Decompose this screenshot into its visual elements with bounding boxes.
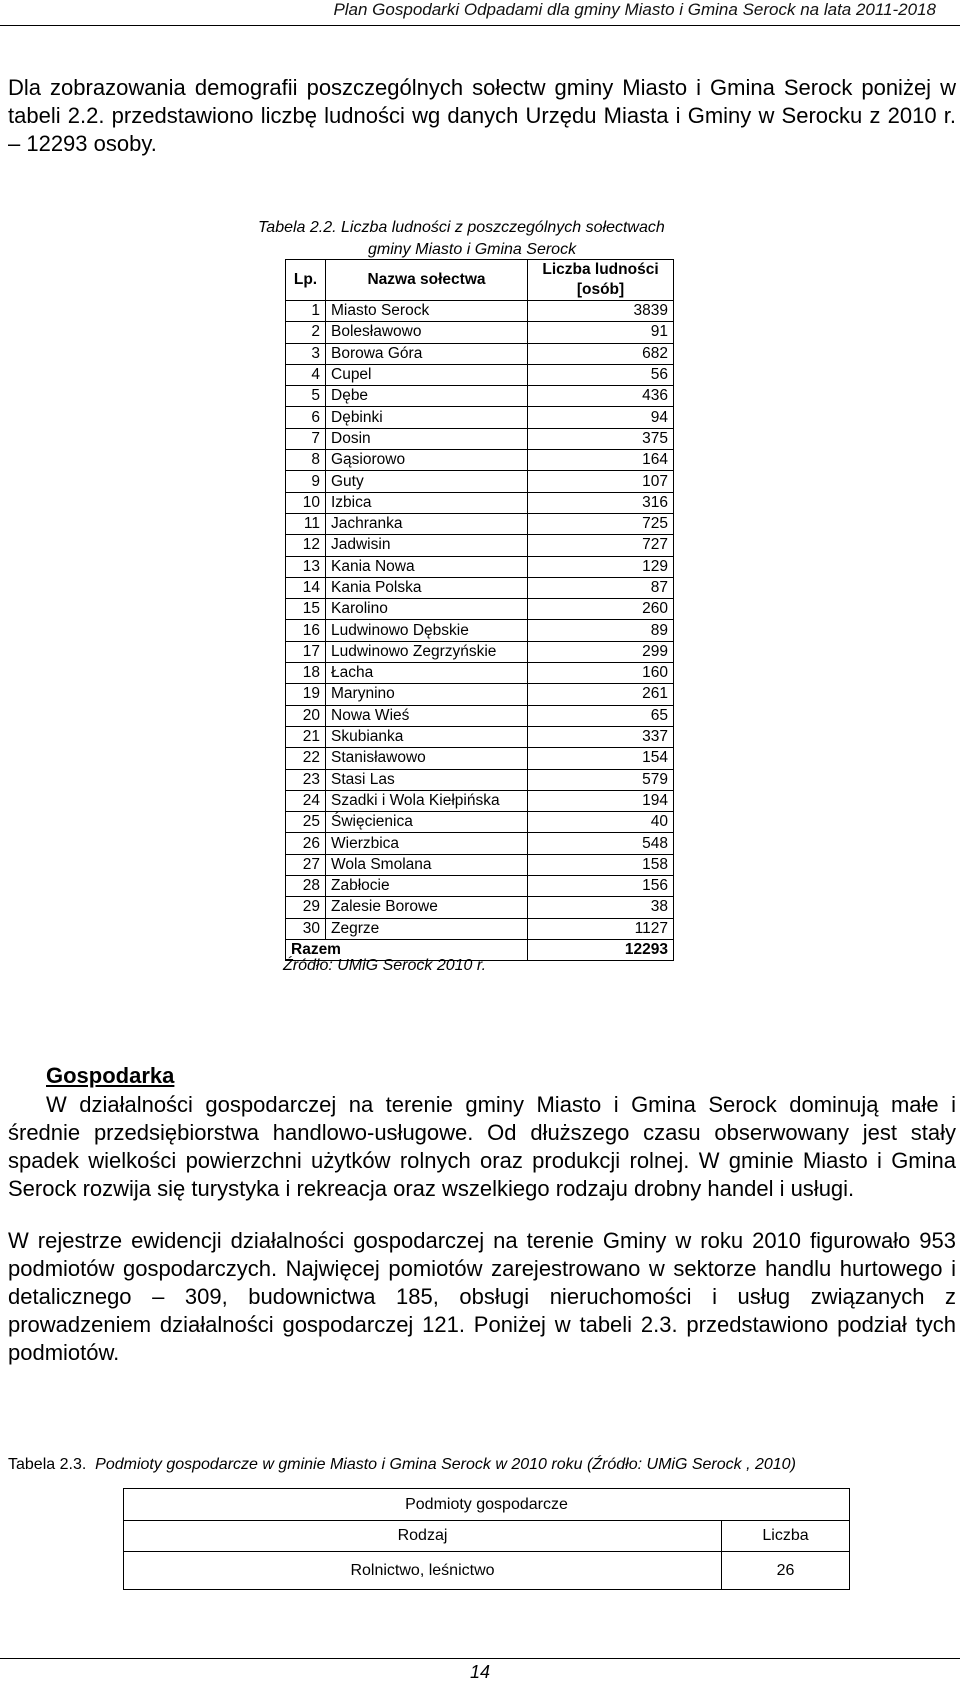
row-population: 1127 xyxy=(528,918,674,939)
businesses-table xyxy=(123,1488,850,1590)
row-village-name: Bolesławowo xyxy=(326,322,528,343)
row-village-name: Borowa Góra xyxy=(326,343,528,364)
population-row xyxy=(286,918,674,939)
population-row xyxy=(286,897,674,918)
row-lp: 10 xyxy=(286,492,326,513)
population-row xyxy=(286,876,674,897)
row-population: 129 xyxy=(528,556,674,577)
row-population: 316 xyxy=(528,492,674,513)
row-lp: 28 xyxy=(286,876,326,897)
row-village-name: Stanisławowo xyxy=(326,748,528,769)
row-village-name: Kania Polska xyxy=(326,577,528,598)
population-row xyxy=(286,322,674,343)
population-row xyxy=(286,812,674,833)
population-row xyxy=(286,492,674,513)
row-lp: 24 xyxy=(286,790,326,811)
row-village-name: Skubianka xyxy=(326,726,528,747)
businesses-title-row xyxy=(124,1489,850,1521)
population-row xyxy=(286,854,674,875)
row-lp: 26 xyxy=(286,833,326,854)
population-table-body xyxy=(286,301,674,940)
row-population: 579 xyxy=(528,769,674,790)
population-row xyxy=(286,599,674,620)
row-village-name: Ludwinowo Dębskie xyxy=(326,620,528,641)
running-header: Plan Gospodarki Odpadami dla gminy Miasto i Gmina Serock na lata 2011-2018 xyxy=(0,0,960,26)
businesses-row xyxy=(124,1552,850,1590)
row-lp: 18 xyxy=(286,663,326,684)
population-row xyxy=(286,641,674,662)
row-village-name: Święcienica xyxy=(326,812,528,833)
row-kind: Rolnictwo, leśnictwo xyxy=(124,1552,722,1590)
row-lp: 4 xyxy=(286,364,326,385)
table-2-3-caption-label: Tabela 2.3. xyxy=(8,1456,87,1473)
population-row xyxy=(286,450,674,471)
row-village-name: Miasto Serock xyxy=(326,301,528,322)
row-population: 261 xyxy=(528,684,674,705)
row-population: 38 xyxy=(528,897,674,918)
row-lp: 16 xyxy=(286,620,326,641)
header-village-name: Nazwa sołectwa xyxy=(326,260,528,301)
row-lp: 6 xyxy=(286,407,326,428)
row-lp: 3 xyxy=(286,343,326,364)
table-2-3-caption xyxy=(8,1456,956,1474)
row-village-name: Nowa Wieś xyxy=(326,705,528,726)
row-population: 299 xyxy=(528,641,674,662)
row-village-name: Stasi Las xyxy=(326,769,528,790)
row-lp: 22 xyxy=(286,748,326,769)
population-row xyxy=(286,748,674,769)
row-population: 164 xyxy=(528,450,674,471)
row-village-name: Jadwisin xyxy=(326,535,528,556)
row-population: 107 xyxy=(528,471,674,492)
population-row xyxy=(286,833,674,854)
row-lp: 5 xyxy=(286,386,326,407)
row-lp: 17 xyxy=(286,641,326,662)
row-village-name: Zegrze xyxy=(326,918,528,939)
page-number: 14 xyxy=(469,1662,491,1682)
header-lp: Lp. xyxy=(286,260,326,301)
row-lp: 27 xyxy=(286,854,326,875)
row-village-name: Wierzbica xyxy=(326,833,528,854)
businesses-table-body xyxy=(124,1552,850,1590)
row-lp: 30 xyxy=(286,918,326,939)
row-population: 548 xyxy=(528,833,674,854)
row-lp: 23 xyxy=(286,769,326,790)
row-lp: 15 xyxy=(286,599,326,620)
row-village-name: Wola Smolana xyxy=(326,854,528,875)
row-village-name: Jachranka xyxy=(326,513,528,534)
population-row xyxy=(286,535,674,556)
row-population: 337 xyxy=(528,726,674,747)
row-village-name: Dosin xyxy=(326,428,528,449)
header-population xyxy=(528,260,674,301)
row-population: 682 xyxy=(528,343,674,364)
population-row xyxy=(286,769,674,790)
table-2-3-caption-text: Podmioty gospodarcze w gminie Miasto i Gmina Serock w 2010 roku (Źródło: UMiG Serock , 2010) xyxy=(95,1456,796,1473)
table-2-2-source: Źródło: UMiG Serock 2010 r. xyxy=(283,957,487,974)
row-village-name: Cupel xyxy=(326,364,528,385)
row-population: 158 xyxy=(528,854,674,875)
header-population-line1: Liczba ludności xyxy=(542,261,659,278)
population-row xyxy=(286,556,674,577)
intro-paragraph: Dla zobrazowania demografii poszczególnych sołectw gminy Miasto i Gmina Serock poniżej w tabeli 2.2. przedstawiono liczbę ludności wg danych Urzędu Miasta i Gminy w Serocku z 2010 r. – 12293 osoby. xyxy=(8,75,956,156)
row-population: 260 xyxy=(528,599,674,620)
population-row xyxy=(286,790,674,811)
row-village-name: Łacha xyxy=(326,663,528,684)
row-village-name: Guty xyxy=(326,471,528,492)
section-heading: Gospodarka xyxy=(46,1063,175,1088)
row-population: 436 xyxy=(528,386,674,407)
footer-rule xyxy=(0,1658,960,1659)
row-village-name: Kania Nowa xyxy=(326,556,528,577)
row-lp: 13 xyxy=(286,556,326,577)
row-village-name: Zabłocie xyxy=(326,876,528,897)
row-population: 194 xyxy=(528,790,674,811)
row-population: 91 xyxy=(528,322,674,343)
population-row xyxy=(286,428,674,449)
row-village-name: Karolino xyxy=(326,599,528,620)
row-count: 26 xyxy=(722,1552,850,1590)
population-row xyxy=(286,343,674,364)
population-row xyxy=(286,684,674,705)
row-lp: 12 xyxy=(286,535,326,556)
table-2-2-caption-line1: Tabela 2.2. Liczba ludności z poszczególnych sołectwach xyxy=(258,219,665,236)
row-village-name: Szadki i Wola Kiełpińska xyxy=(326,790,528,811)
row-lp: 11 xyxy=(286,513,326,534)
row-lp: 9 xyxy=(286,471,326,492)
population-row xyxy=(286,471,674,492)
total-value: 12293 xyxy=(528,939,674,960)
row-lp: 25 xyxy=(286,812,326,833)
population-row xyxy=(286,386,674,407)
header-kind: Rodzaj xyxy=(124,1521,722,1552)
row-lp: 8 xyxy=(286,450,326,471)
header-population-line2: [osób] xyxy=(576,281,625,298)
row-lp: 21 xyxy=(286,726,326,747)
row-village-name: Dębe xyxy=(326,386,528,407)
row-lp: 14 xyxy=(286,577,326,598)
row-population: 156 xyxy=(528,876,674,897)
row-village-name: Izbica xyxy=(326,492,528,513)
population-row xyxy=(286,513,674,534)
population-row xyxy=(286,577,674,598)
row-village-name: Zalesie Borowe xyxy=(326,897,528,918)
row-population: 727 xyxy=(528,535,674,556)
population-row xyxy=(286,705,674,726)
row-lp: 19 xyxy=(286,684,326,705)
businesses-header-row xyxy=(124,1521,850,1552)
population-table-header-row xyxy=(286,260,674,301)
row-population: 154 xyxy=(528,748,674,769)
row-lp: 2 xyxy=(286,322,326,343)
row-population: 89 xyxy=(528,620,674,641)
row-lp: 1 xyxy=(286,301,326,322)
row-population: 160 xyxy=(528,663,674,684)
row-population: 3839 xyxy=(528,301,674,322)
population-row xyxy=(286,663,674,684)
row-population: 725 xyxy=(528,513,674,534)
row-village-name: Dębinki xyxy=(326,407,528,428)
header-count: Liczba xyxy=(722,1521,850,1552)
population-row xyxy=(286,726,674,747)
row-population: 375 xyxy=(528,428,674,449)
row-lp: 7 xyxy=(286,428,326,449)
table-2-2-caption xyxy=(258,217,708,261)
businesses-title: Podmioty gospodarcze xyxy=(124,1489,850,1521)
row-population: 87 xyxy=(528,577,674,598)
row-village-name: Ludwinowo Zegrzyńskie xyxy=(326,641,528,662)
population-row xyxy=(286,364,674,385)
row-village-name: Marynino xyxy=(326,684,528,705)
row-population: 65 xyxy=(528,705,674,726)
row-population: 40 xyxy=(528,812,674,833)
row-population: 56 xyxy=(528,364,674,385)
economy-paragraph-2: W rejestrze ewidencji działalności gospodarczej na terenie Gminy w roku 2010 figurowało 953 podmiotów gospodarczych. Najwięcej pomiotów zarejestrowano w sektorze handlu hurtowego i detalicznego – 309, budownictwa 185, obsługi nieruchomości i usług związanych z prowadzeniem działalności gospodarczej 121. Poniżej w tabeli 2.3. przedstawiono podział tych podmiotów. xyxy=(8,1228,956,1365)
row-lp: 20 xyxy=(286,705,326,726)
total-label: Razem xyxy=(286,939,528,960)
population-row xyxy=(286,301,674,322)
economy-paragraph-1: W działalności gospodarczej na terenie gminy Miasto i Gmina Serock dominują małe i średnie przedsiębiorstwa handlowo-usługowe. Od dłuższego czasu obserwowany jest stały spadek wielkości powierzchni użytków rolnych oraz produkcji rolnej. W gminie Miasto i Gmina Serock rozwija się turystyka i rekreacja oraz wszelkiego rodzaju drobny handel i usługi. xyxy=(8,1092,956,1201)
row-population: 94 xyxy=(528,407,674,428)
row-lp: 29 xyxy=(286,897,326,918)
population-row xyxy=(286,620,674,641)
population-row xyxy=(286,407,674,428)
row-village-name: Gąsiorowo xyxy=(326,450,528,471)
table-2-2-caption-line2: gminy Miasto i Gmina Serock xyxy=(368,241,577,258)
population-table xyxy=(285,259,674,961)
